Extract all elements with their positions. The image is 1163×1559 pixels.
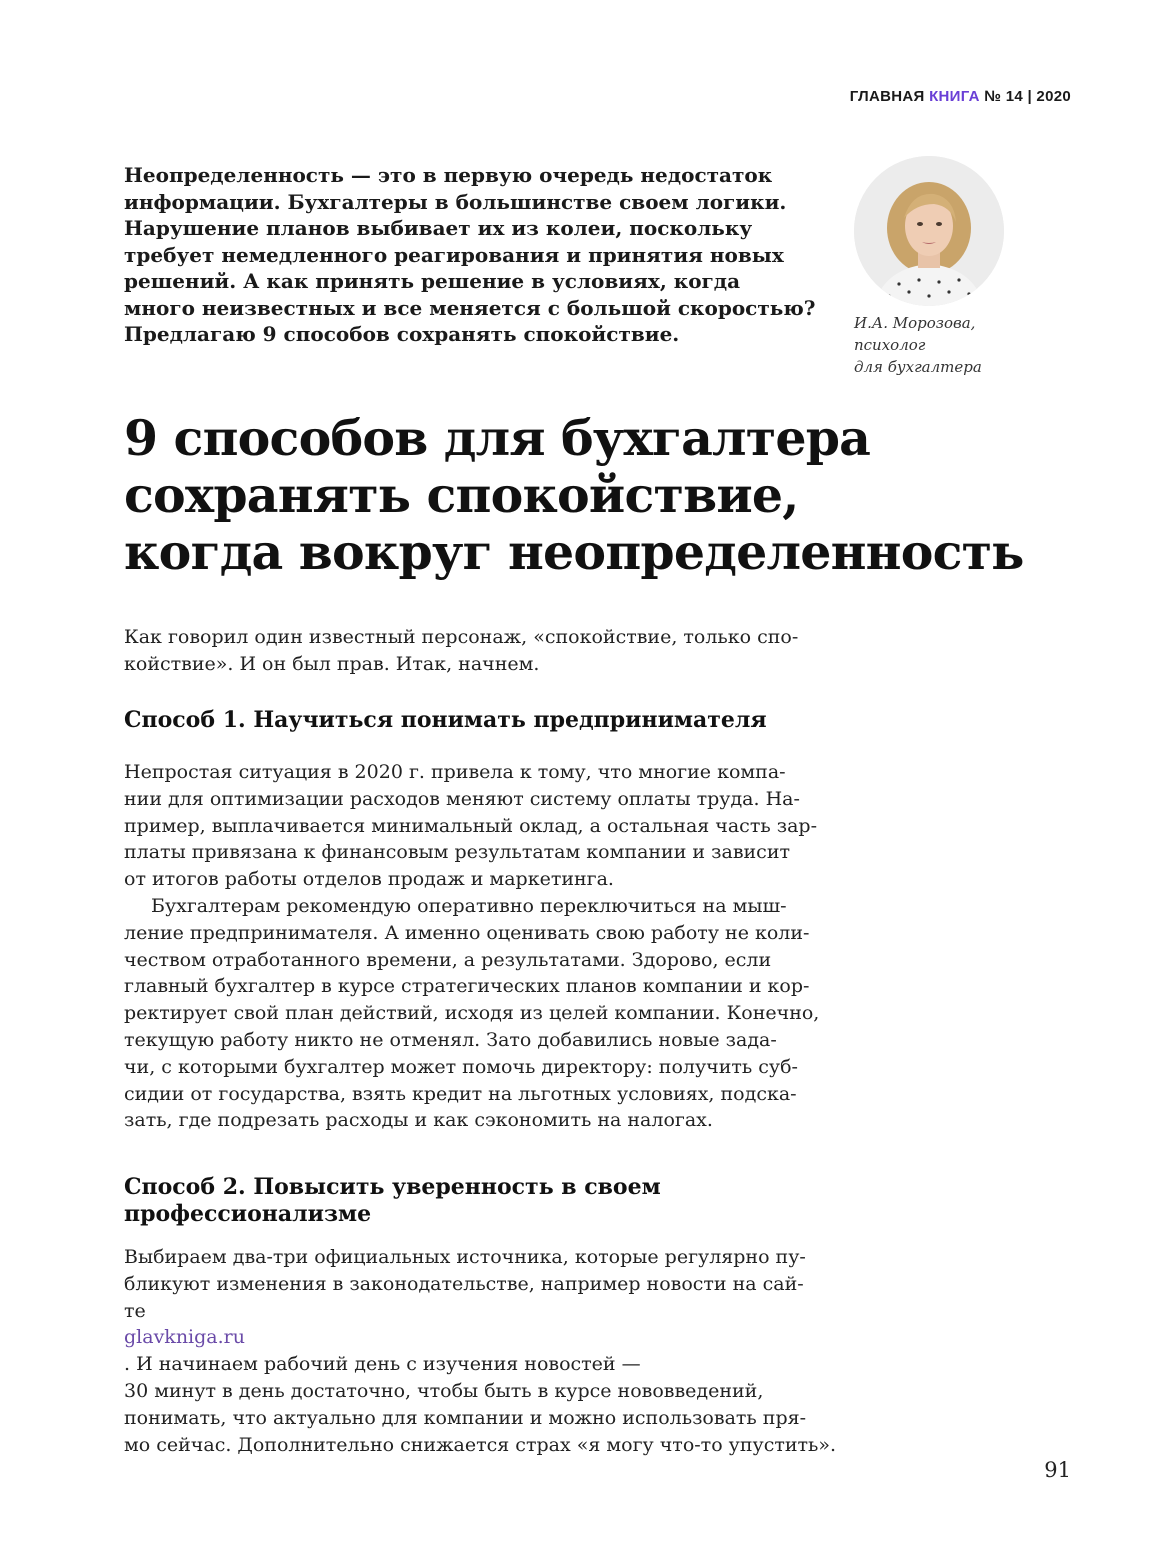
- text-line: 30 минут в день достаточно, чтобы быть в курсе нововведений,: [124, 1379, 764, 1402]
- text-fragment: . И начинаем рабочий день с изучения новостей —: [124, 1353, 641, 1376]
- text-line: текущую работу никто не отменял. Зато добавились новые зада-: [124, 1028, 777, 1051]
- glavkniga-link[interactable]: glavkniga.ru: [124, 1326, 245, 1349]
- text-line: от итогов работы отделов продаж и маркетинга.: [124, 868, 614, 891]
- lead-line: требует немедленного реагирования и принятия новых: [124, 242, 784, 267]
- magazine-header: [850, 88, 1071, 105]
- lead-line: Неопределенность — это в первую очередь недостаток: [124, 163, 773, 187]
- section-heading: [124, 1174, 661, 1228]
- text-line: койствие». И он был прав. Итак, начнем.: [124, 652, 540, 675]
- text-line: главный бухгалтер в курсе стратегических планов компании и кор-: [124, 975, 810, 998]
- issue-number: № 14 | 2020: [984, 88, 1071, 105]
- text-line: ректирует свой план действий, исходя из целей компании. Конечно,: [124, 1002, 820, 1025]
- text-line: пример, выплачивается минимальный оклад, а остальная часть зар-: [124, 814, 817, 837]
- author-role: для бухгалтера: [854, 358, 982, 376]
- brand-main: ГЛАВНАЯ: [849, 88, 925, 105]
- title-line: сохранять спокойствие,: [124, 466, 799, 524]
- brand-accent: КНИГА: [929, 88, 980, 105]
- lead-line: Предлагаю 9 способов сохранять спокойствие.: [124, 322, 680, 346]
- text-line: зать, где подрезать расходы и как сэкономить на налогах.: [124, 1109, 713, 1132]
- heading-line: Способ 1. Научиться понимать предпринимателя: [124, 707, 767, 733]
- text-line: ление предпринимателя. А именно оценивать свою работу не коли-: [124, 921, 810, 944]
- author-caption: [854, 312, 982, 378]
- text-line: Бухгалтерам рекомендую оперативно переключиться на мыш-: [151, 895, 787, 917]
- text-line: чи, с которыми бухгалтер может помочь директору: получить суб-: [124, 1055, 798, 1078]
- lead-line: решений. А как принять решение в условиях, когда: [124, 269, 741, 293]
- section2-paragraph: [124, 1244, 837, 1458]
- intro-paragraph: [124, 624, 804, 678]
- author-photo: [854, 156, 1004, 306]
- section-heading: [124, 707, 767, 734]
- text-line: Как говорил один известный персонаж, «спокойствие, только спо-: [124, 626, 799, 648]
- author-portrait-icon: [854, 156, 1004, 306]
- section1-paragraph: [124, 893, 820, 1134]
- section1-paragraph: [124, 759, 817, 893]
- article-title: [124, 410, 1024, 581]
- heading-line: профессионализме: [124, 1201, 372, 1227]
- text-line: сидии от государства, взять кредит на льготных условиях, подска-: [124, 1082, 797, 1105]
- text-line: бликуют изменения в законодательстве, например новости на сай-: [124, 1272, 804, 1295]
- lead-paragraph: [124, 162, 816, 348]
- author-role: психолог: [854, 336, 926, 354]
- text-line: понимать, что актуально для компании и можно использовать пря-: [124, 1406, 807, 1429]
- text-line: Выбираем два-три официальных источника, которые регулярно пу-: [124, 1246, 806, 1268]
- heading-line: Способ 2. Повысить уверенность в своем: [124, 1174, 661, 1200]
- text-line: мо сейчас. Дополнительно снижается страх «я могу что-то упустить».: [124, 1433, 837, 1456]
- text-line: платы привязана к финансовым результатам компании и зависит: [124, 841, 790, 864]
- page-number: 91: [1044, 1458, 1071, 1482]
- text-line: чеством отработанного времени, а результатами. Здорово, если: [124, 948, 772, 971]
- title-line: когда вокруг неопределенность: [124, 523, 1024, 581]
- author-name: И.А. Морозова,: [854, 314, 976, 332]
- lead-line: Нарушение планов выбивает их из колеи, поскольку: [124, 216, 753, 240]
- text-line: Непростая ситуация в 2020 г. привела к тому, что многие компа-: [124, 761, 786, 783]
- lead-line: информации. Бухгалтеры в большинстве своем логики.: [124, 189, 787, 214]
- text-line: нии для оптимизации расходов меняют систему оплаты труда. На-: [124, 787, 800, 810]
- title-line: 9 способов для бухгалтера: [124, 409, 871, 467]
- text-line: [124, 1298, 804, 1378]
- text-fragment: те: [124, 1299, 146, 1322]
- lead-line: много неизвестных и все меняется с большой скоростью?: [124, 295, 816, 320]
